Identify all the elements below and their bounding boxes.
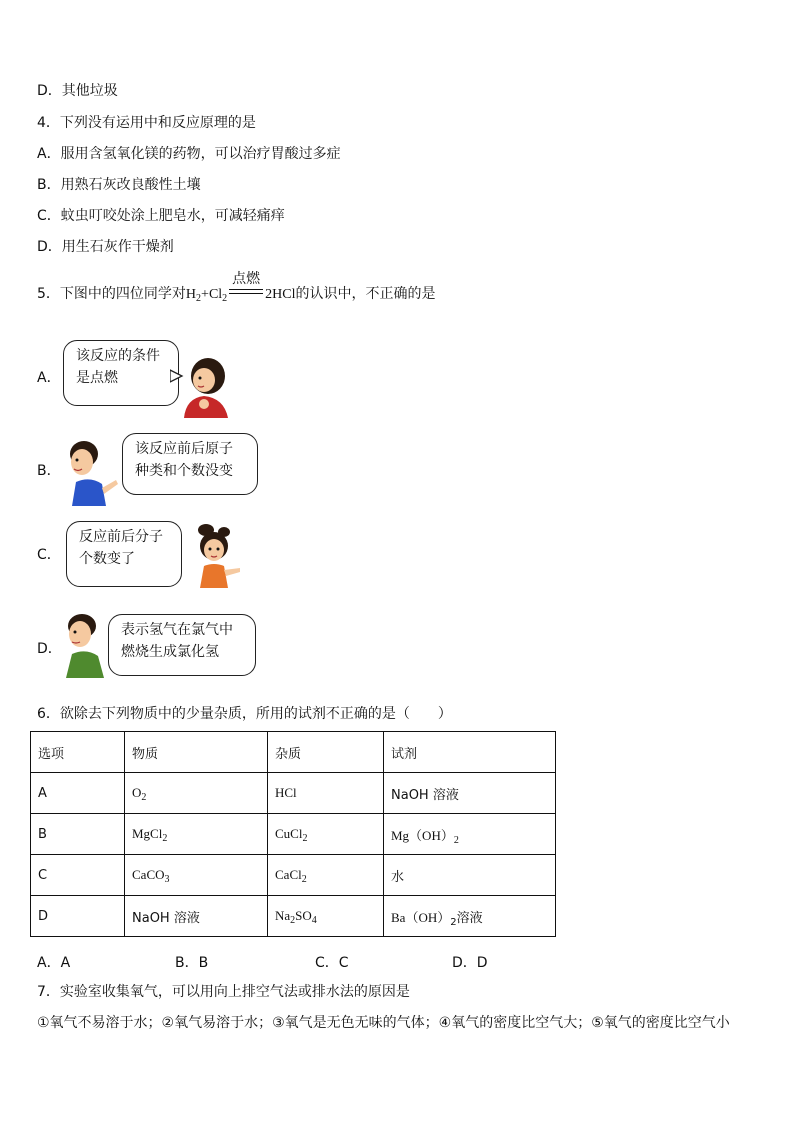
table-cell: NaOH 溶液	[384, 773, 556, 814]
header-impurity: 杂质	[268, 732, 384, 773]
table-cell: CuCl$_2$	[268, 814, 384, 855]
question-6: 6．欲除去下列物质中的少量杂质，所用的试剂不正确的是（ ）	[37, 706, 452, 722]
table-cell: $Ba(OH)_2$溶液	[384, 896, 556, 937]
chemical-equation: $H_2+Cl_2$ 点燃 2HCl	[185, 271, 296, 304]
q5-option-c-label: C．	[37, 547, 61, 563]
table-row	[31, 814, 556, 855]
student-boy-b-figure	[62, 438, 120, 506]
table-cell: A	[31, 773, 125, 814]
speech-bubble-b: 该反应前后原子 种类和个数没变	[122, 433, 258, 495]
table-cell: NaOH 溶液	[125, 896, 268, 937]
q4-option-d: D．用生石灰作干燥剂	[37, 239, 174, 255]
student-girl-a-figure	[170, 356, 240, 418]
q5-option-b-label: B．	[37, 463, 61, 479]
q5-prefix: 5．下图中的四位同学对	[37, 286, 186, 302]
q5-option-a-label: A．	[37, 370, 61, 386]
table-cell: B	[31, 814, 125, 855]
table-cell: C	[31, 855, 125, 896]
table-cell: $Mg(OH)_2$	[384, 814, 556, 855]
table-cell: MgCl$_2$	[125, 814, 268, 855]
answer-option-c: C．C	[315, 955, 349, 971]
table-cell: CaCO$_3$	[125, 855, 268, 896]
question-7: 7．实验室收集氧气，可以用向上排空气法或排水法的原因是	[37, 984, 410, 1000]
q5-suffix: 的认识中，不正确的是	[295, 286, 436, 302]
q7-statements: ①氧气不易溶于水；②氧气易溶于水；③氧气是无色无味的气体；④氧气的密度比空气大；⑤氧气的密度比空气小	[37, 1015, 730, 1031]
table-cell: $Na_2SO_4$	[268, 896, 384, 937]
table-cell: D	[31, 896, 125, 937]
q4-option-c: C．蚊虫叮咬处涂上肥皂水，可减轻痛痒	[37, 208, 285, 224]
table-row	[31, 773, 556, 814]
table-row	[31, 855, 556, 896]
q5-option-d-label: D．	[37, 641, 62, 657]
speech-bubble-d: 表示氢气在氯气中 燃烧生成氯化氢	[108, 614, 256, 676]
q4-option-b: B．用熟石灰改良酸性土壤	[37, 177, 201, 193]
speech-bubble-c: 反应前后分子 个数变了	[66, 521, 182, 587]
reaction-condition: 点燃	[229, 289, 263, 298]
student-girl-c-figure	[182, 522, 246, 588]
header-reagent: 试剂	[384, 732, 556, 773]
answer-option-a: A．A	[37, 955, 71, 971]
question-5	[37, 271, 436, 304]
table-row	[31, 896, 556, 937]
speech-bubble-a: 该反应的条件 是点燃	[63, 340, 179, 406]
option-d-prev: D．其他垃圾	[37, 83, 118, 99]
header-option: 选项	[31, 732, 125, 773]
table-cell: $O_2$	[125, 773, 268, 814]
header-substance: 物质	[125, 732, 268, 773]
table-cell: HCl	[268, 773, 384, 814]
table-cell: CaCl$_2$	[268, 855, 384, 896]
q4-option-a: A．服用含氢氧化镁的药物，可以治疗胃酸过多症	[37, 146, 341, 162]
answer-option-d: D．D	[452, 955, 488, 971]
table-header-row	[31, 732, 556, 773]
question-4: 4．下列没有运用中和反应原理的是	[37, 115, 256, 131]
reagent-table	[30, 731, 556, 937]
table-cell: 水	[384, 855, 556, 896]
answer-option-b: B．B	[175, 955, 209, 971]
